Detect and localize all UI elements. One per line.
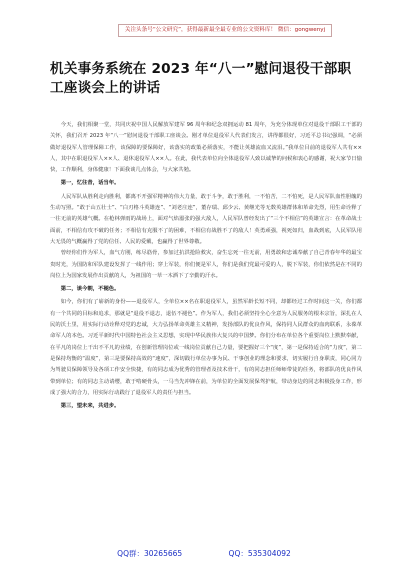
page-title: 机关事务系统在 2023 年“八一”慰问退役干部职工座谈会上的讲话: [50, 61, 352, 96]
body-paragraph: 人民军队从胜利走向胜利，都离不开强军精神的伟大力量，敢于斗争，敢于胜利，一不怕苦，二不怕死，是人民军队血性胆魄的生动写照。“敢于山五壮士”、“白刃格斗英雄连”、“刘老庄连”，董存瑞、邱少云、黄继光等无数英雄群体和革命先烈，用生命诠释了一往无前的英雄气概。在枪林弹雨的战场上，面对气焰嚣张的强大敌人，人民军队曾经发出了“三个不相信”的英雄宣言：在革命战士面前，不相信有攻不破的任务；不相信有克服不了的困难，不相信有战胜不了的敌人！英勇顽强，视死如归，血战到底，人民军队用大无畏的气概赢得了党的信任、人民的爱戴，也赢得了世界尊敬。: [50, 193, 362, 245]
section-heading-1: 第一，忆往昔，话当年。: [60, 180, 120, 187]
section-heading-3: 第三，望未来，共进步。: [60, 403, 120, 410]
footer-qq: QQ：535304092: [228, 549, 291, 558]
section-heading-2: 第二，谈今朝，不褪色。: [60, 286, 120, 293]
body-paragraph: 曾经你们作为军人，血气方刚，练尽筋骨，参加过抗洪抢险救灾，奋生忘死一往无前，用勇敢和忠诚奉献了自己青春年华的最宝贵时光，为国防和军队建设发挥了一线作用；穿上军装，你们便是军人，你们是我们党最可爱的人，脱下军装，你们依然是在不同的岗位上为国家发展作出贡献的人，为祖国的一草一木洒下了辛勤的汗水。: [50, 250, 362, 279]
footer-contacts: [0, 548, 408, 559]
intro-paragraph: 今天，我们相聚一堂，共同庆祝中国人民解放军建军 96 周年和纪念双拥运动 81 周年，为充分体现单位对退役干部职工干部的关怀，我们召开 2023 年“八一”慰问退役干部职工座谈会。刚才单位退役军人代表们发言，讲得都很好，习近平总书记强调，“必须做好退役军人管理保障工作，该保障的要保障好，该落实的政策必须落实，不能让英雄流血又流泪。”我单位目前的退役军人共有××人，其中在职退役军人××人、退休退役军人××人。在此，我代表单位向全体退役军人致以诚挚的问候和衷心的感谢，祝大家节日愉快，工作顺利，身体健康！下面我谈几点体会，与大家共勉。: [50, 122, 362, 174]
document-body: [50, 120, 362, 414]
promo-banner: 关注头条号“公文研究”，获得最新最全最专业的公文资料库！ 微信：gongwenyj: [118, 24, 332, 37]
body-paragraph: 如今，你们有了崭新的身份——退役军人，全单位××名在职退役军人，虽然军龄长短不同，却都经过工作时间这一关，你们都有一个共同的目标和追求，那就是“退役不退志，退伍不褪色”。作为军人，我们必须坚持全心全意为人民服务的根本宗旨，深扎在人民的沃土里，用实际行动诠释对党的忠诚，大力弘扬革命英雄主义精神，发扬部队的优良作风，保持同人民群众的血肉联系，永葆革命军人的本色。习近平新时代中国特色社会主义思想，实现中华民族伟大复兴的中国梦。你们分布在单位各个重要岗位上默默奉献，在平凡的岗位上干出不平凡的业绩，在创新管理岗位或一线岗位贡献自己力量，要把握好三个“度”，第一是保持适合的“力度”，第二是保持均衡的“温度”，第三是要保持高效的“速度”，深切践行单位办事为民、干事创业的理念和要求，切实履行自身职责，同心同力为驾驶员保障领导及各项工作安全快捷，有的同志成为优秀的管理者及技术骨干，有的同志担任师师带徒的任务，将部队的优良作风带到单位；有的同志主动请缨，敢于啃硬骨头，一马当先冲锋在前，为单位的全面发展保驾护航，带动身边的同志积极投身工作，形成了强大的合力，用实际行动践行了退役军人的责任与担当。: [50, 299, 362, 396]
footer-qq-group: QQ群：30265665: [117, 549, 183, 558]
